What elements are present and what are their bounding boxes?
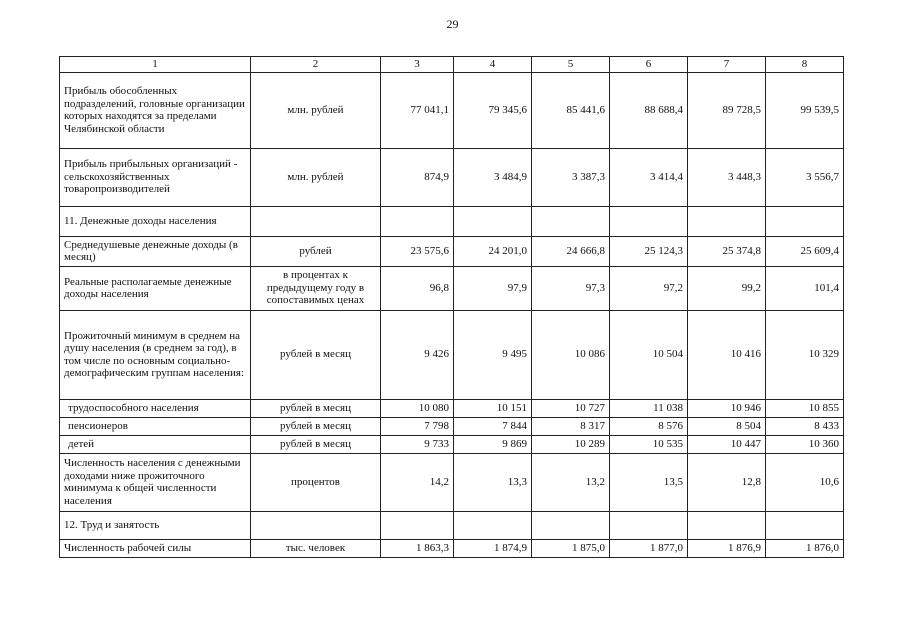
page-number: 29	[446, 17, 459, 31]
value-cell: 10 946	[688, 399, 766, 417]
indicator-cell: Прожиточный минимум в среднем на душу населения (в среднем за год), в том числе по основным социально-демографическим группам населения:	[60, 310, 251, 399]
indicator-cell: Среднедушевые денежные доходы (в месяц)	[60, 236, 251, 266]
value-cell: 3 387,3	[532, 148, 610, 206]
unit-cell: рублей в месяц	[251, 399, 381, 417]
section-heading-row	[60, 206, 844, 236]
value-cell: 97,3	[532, 266, 610, 310]
table-row	[60, 148, 844, 206]
unit-cell: млн. рублей	[251, 72, 381, 148]
value-cell: 79 345,6	[454, 72, 532, 148]
indicator-cell: Численность населения с денежными доходами ниже прожиточного минимума к общей численности населения	[60, 453, 251, 511]
indicator-cell: Прибыль прибыльных организаций - сельскохозяйственных товаропроизводителей	[60, 148, 251, 206]
table-row	[60, 236, 844, 266]
value-cell	[688, 206, 766, 236]
table-row	[60, 453, 844, 511]
value-cell: 10 151	[454, 399, 532, 417]
value-cell: 24 201,0	[454, 236, 532, 266]
column-header: 1	[60, 57, 251, 73]
value-cell: 1 876,0	[766, 539, 844, 557]
column-number-row	[60, 57, 844, 73]
value-cell: 8 433	[766, 417, 844, 435]
column-header: 7	[688, 57, 766, 73]
value-cell	[610, 206, 688, 236]
indicator-cell: пенсионеров	[60, 417, 251, 435]
unit-cell: рублей в месяц	[251, 435, 381, 453]
value-cell: 89 728,5	[688, 72, 766, 148]
unit-cell: в процентах к предыдущему году в сопоставимых ценах	[251, 266, 381, 310]
value-cell: 96,8	[381, 266, 454, 310]
value-cell	[454, 206, 532, 236]
value-cell	[454, 511, 532, 539]
value-cell: 88 688,4	[610, 72, 688, 148]
table-row	[60, 310, 844, 399]
table-row	[60, 399, 844, 417]
table-row	[60, 72, 844, 148]
value-cell: 3 448,3	[688, 148, 766, 206]
column-header: 5	[532, 57, 610, 73]
value-cell	[688, 511, 766, 539]
value-cell: 10 504	[610, 310, 688, 399]
column-header: 6	[610, 57, 688, 73]
value-cell: 1 874,9	[454, 539, 532, 557]
value-cell: 9 426	[381, 310, 454, 399]
value-cell: 99 539,5	[766, 72, 844, 148]
value-cell: 25 609,4	[766, 236, 844, 266]
unit-cell: рублей	[251, 236, 381, 266]
indicator-cell: детей	[60, 435, 251, 453]
unit-cell: процентов	[251, 453, 381, 511]
value-cell	[610, 511, 688, 539]
indicator-cell: Прибыль обособленных подразделений, головные организации которых находятся за пределами Челябинской области	[60, 72, 251, 148]
section-heading: 12. Труд и занятость	[60, 511, 251, 539]
value-cell	[532, 511, 610, 539]
value-cell: 874,9	[381, 148, 454, 206]
value-cell: 9 495	[454, 310, 532, 399]
value-cell: 10 080	[381, 399, 454, 417]
value-cell: 23 575,6	[381, 236, 454, 266]
value-cell: 13,3	[454, 453, 532, 511]
value-cell: 10 416	[688, 310, 766, 399]
value-cell: 10 360	[766, 435, 844, 453]
value-cell: 8 576	[610, 417, 688, 435]
value-cell: 14,2	[381, 453, 454, 511]
value-cell: 10 086	[532, 310, 610, 399]
value-cell	[766, 511, 844, 539]
indicator-cell: Реальные располагаемые денежные доходы населения	[60, 266, 251, 310]
value-cell: 10 535	[610, 435, 688, 453]
value-cell: 97,9	[454, 266, 532, 310]
value-cell: 24 666,8	[532, 236, 610, 266]
value-cell: 11 038	[610, 399, 688, 417]
unit-cell: млн. рублей	[251, 148, 381, 206]
value-cell	[381, 206, 454, 236]
section-heading: 11. Денежные доходы населения	[60, 206, 251, 236]
indicator-cell: Численность рабочей силы	[60, 539, 251, 557]
value-cell: 101,4	[766, 266, 844, 310]
unit-cell	[251, 511, 381, 539]
value-cell: 99,2	[688, 266, 766, 310]
value-cell: 10 329	[766, 310, 844, 399]
value-cell: 10 289	[532, 435, 610, 453]
value-cell: 97,2	[610, 266, 688, 310]
value-cell: 25 374,8	[688, 236, 766, 266]
column-header: 3	[381, 57, 454, 73]
value-cell: 8 504	[688, 417, 766, 435]
value-cell: 13,2	[532, 453, 610, 511]
value-cell: 10 855	[766, 399, 844, 417]
value-cell: 8 317	[532, 417, 610, 435]
table-row	[60, 539, 844, 557]
table-row	[60, 417, 844, 435]
unit-cell: рублей в месяц	[251, 310, 381, 399]
value-cell: 9 869	[454, 435, 532, 453]
unit-cell	[251, 206, 381, 236]
table-row	[60, 266, 844, 310]
column-header: 2	[251, 57, 381, 73]
value-cell	[532, 206, 610, 236]
value-cell: 3 556,7	[766, 148, 844, 206]
value-cell: 1 876,9	[688, 539, 766, 557]
value-cell: 10 727	[532, 399, 610, 417]
value-cell: 1 877,0	[610, 539, 688, 557]
value-cell: 85 441,6	[532, 72, 610, 148]
indicator-cell: трудоспособного населения	[60, 399, 251, 417]
statistics-table	[59, 56, 844, 558]
section-heading-row	[60, 511, 844, 539]
value-cell	[381, 511, 454, 539]
table-row	[60, 435, 844, 453]
unit-cell: тыс. человек	[251, 539, 381, 557]
value-cell: 13,5	[610, 453, 688, 511]
unit-cell: рублей в месяц	[251, 417, 381, 435]
value-cell: 7 844	[454, 417, 532, 435]
value-cell: 12,8	[688, 453, 766, 511]
column-header: 4	[454, 57, 532, 73]
value-cell: 7 798	[381, 417, 454, 435]
value-cell: 77 041,1	[381, 72, 454, 148]
value-cell: 10,6	[766, 453, 844, 511]
value-cell: 3 484,9	[454, 148, 532, 206]
value-cell: 1 863,3	[381, 539, 454, 557]
value-cell: 1 875,0	[532, 539, 610, 557]
value-cell: 9 733	[381, 435, 454, 453]
column-header: 8	[766, 57, 844, 73]
value-cell	[766, 206, 844, 236]
value-cell: 25 124,3	[610, 236, 688, 266]
value-cell: 3 414,4	[610, 148, 688, 206]
value-cell: 10 447	[688, 435, 766, 453]
